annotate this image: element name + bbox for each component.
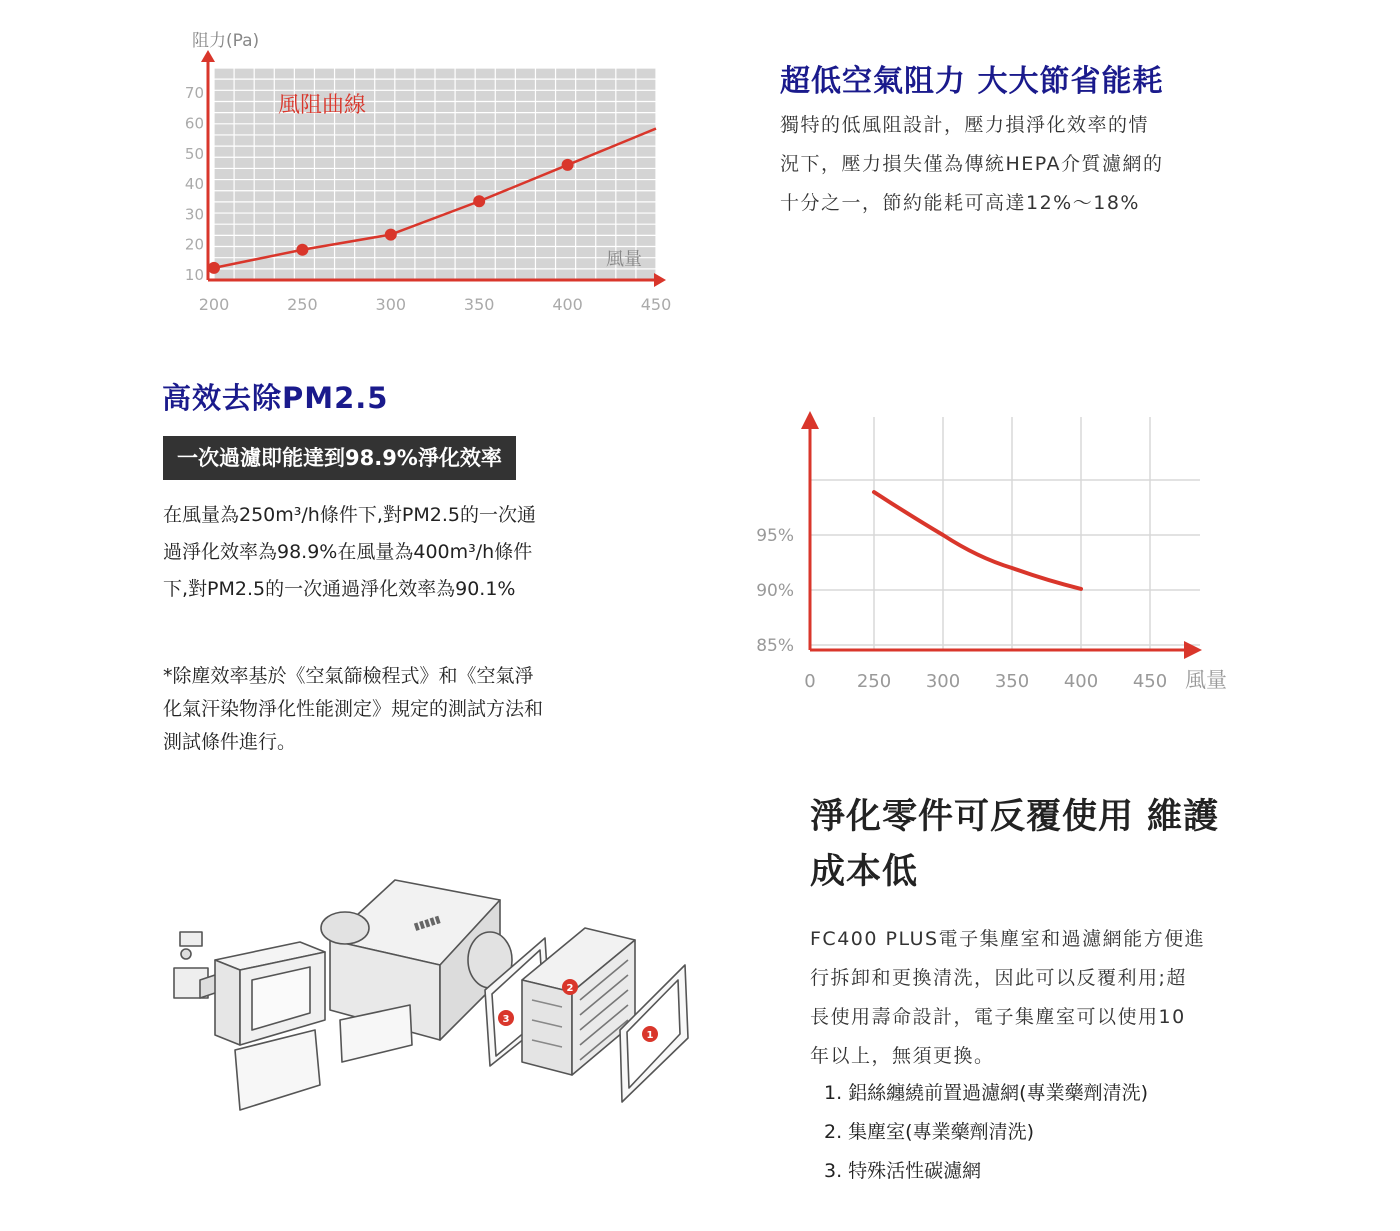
data-point — [385, 229, 397, 241]
x-tick-label: 300 — [925, 671, 961, 692]
y-axis-arrow-icon — [201, 50, 215, 62]
section1-paragraph — [780, 106, 1164, 223]
data-point — [208, 262, 220, 274]
y-tick-label: 90% — [756, 581, 794, 601]
y-tick-label: 50 — [184, 144, 204, 163]
data-point — [473, 195, 485, 207]
x-tick-label: 450 — [640, 295, 672, 314]
section3-paragraph — [810, 920, 1205, 1076]
section3-line: 長使用壽命設計，電子集塵室可以使用10 — [810, 1006, 1186, 1028]
x-tick-label: 200 — [198, 295, 230, 314]
y-axis-label: 阻力(Pa) — [192, 31, 260, 51]
x-axis-arrow-icon — [654, 273, 666, 287]
section3-line: 年以上，無須更換。 — [810, 1045, 995, 1067]
y-tick-label: 70 — [184, 84, 204, 103]
x-axis-label: 風量 — [606, 249, 642, 270]
efficiency-chart — [740, 405, 1260, 705]
left-module-drawing — [215, 942, 325, 1110]
parts-list — [824, 1074, 1148, 1191]
list-item: 3. 特殊活性碳濾網 — [824, 1160, 982, 1182]
x-tick-label: 0 — [804, 671, 816, 692]
section3-heading-line: 成本低 — [810, 852, 919, 892]
series-line — [874, 492, 1081, 589]
x-axis-label: 風量 — [1185, 668, 1227, 692]
section2-paragraph — [163, 497, 536, 608]
section3-heading — [810, 790, 1219, 900]
x-tick-label: 350 — [463, 295, 495, 314]
x-tick-label: 400 — [1063, 671, 1099, 692]
y-tick-label: 10 — [184, 265, 204, 284]
note-line: 化氣汗染物淨化性能測定》規定的測試方法和 — [163, 698, 544, 720]
badge-2-label: 2 — [566, 983, 574, 994]
x-tick-label: 350 — [994, 671, 1030, 692]
data-point — [562, 159, 574, 171]
fittings-drawing — [174, 932, 218, 998]
section2-heading: 高效去除PM2.5 — [162, 381, 389, 415]
y-tick-label: 95% — [756, 526, 794, 546]
section1-line: 獨特的低風阻設計，壓力損淨化效率的情 — [780, 114, 1150, 136]
section1-line: 十分之一，節約能耗可高達12%～18% — [780, 192, 1140, 214]
data-point — [296, 244, 308, 256]
badge-1-label: 1 — [646, 1030, 654, 1041]
y-tick-label: 85% — [756, 636, 794, 656]
list-item: 2. 集塵室(專業藥劑清洗) — [824, 1121, 1034, 1143]
y-tick-label: 40 — [184, 175, 204, 194]
section3-line: 行拆卸和更換清洗，因此可以反覆利用;超 — [810, 967, 1187, 989]
x-tick-label: 450 — [1132, 671, 1168, 692]
note-line: 測試條件進行。 — [163, 731, 297, 753]
efficiency-badge: 一次過濾即能達到98.9%淨化效率 — [163, 436, 516, 480]
list-item: 1. 鋁絲纏繞前置過濾網(專業藥劑清洗) — [824, 1082, 1148, 1104]
x-tick-label: 300 — [375, 295, 407, 314]
section2-note — [163, 660, 543, 759]
section2-line: 過淨化效率為98.9%在風量為400m³/h條件 — [163, 541, 533, 563]
section3-heading-line: 淨化零件可反覆使用 維護 — [810, 797, 1220, 837]
exploded-product-diagram — [160, 870, 700, 1130]
y-tick-label: 30 — [184, 205, 204, 224]
section1-line: 況下，壓力損失僅為傳統HEPA介質濾網的 — [780, 153, 1164, 175]
x-axis-arrow-icon — [1184, 641, 1202, 659]
x-tick-label: 250 — [287, 295, 318, 314]
x-tick-label: 400 — [552, 295, 583, 314]
section2-line: 在風量為250m³/h條件下,對PM2.5的一次通 — [163, 504, 536, 526]
chart-title: 風阻曲線 — [278, 93, 367, 118]
resistance-chart — [170, 20, 690, 330]
note-line: *除塵效率基於《空氣篩檢程式》和《空氣淨 — [163, 665, 534, 687]
y-tick-label: 20 — [184, 235, 204, 254]
y-tick-label: 60 — [184, 114, 204, 133]
x-tick-label: 250 — [856, 671, 892, 692]
main-housing-drawing — [321, 880, 512, 1062]
section2-line: 下,對PM2.5的一次通過淨化效率為90.1% — [163, 578, 516, 600]
badge-3-label: 3 — [502, 1014, 510, 1025]
section3-line: FC400 PLUS電子集塵室和過濾網能方便進 — [810, 928, 1206, 950]
svg-text:▮▮▮▮▮: ▮▮▮▮▮ — [412, 913, 443, 933]
section1-heading: 超低空氣阻力 大大節省能耗 — [780, 64, 1164, 99]
y-axis-arrow-icon — [801, 411, 819, 429]
